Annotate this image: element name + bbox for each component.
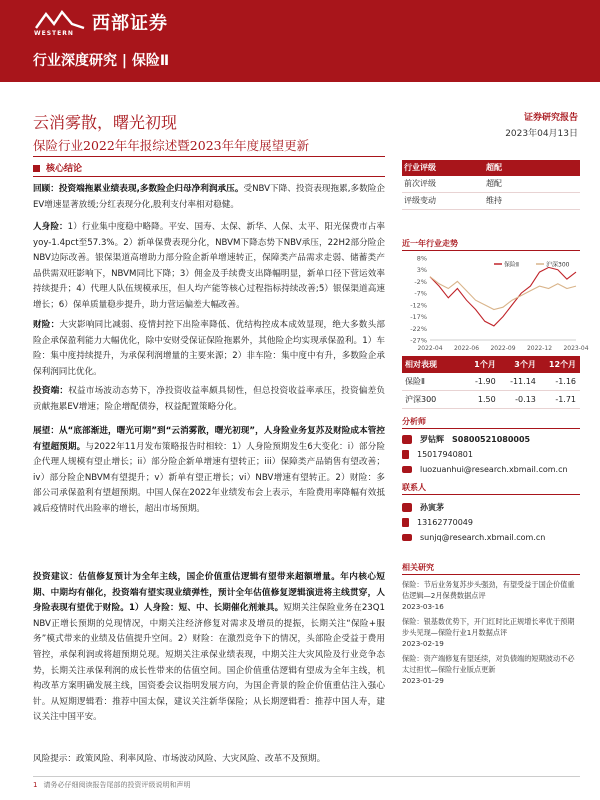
page-number: 1 [33,781,38,789]
divider [402,494,580,495]
perf-row [402,373,580,391]
report-title: 云消雾散，曙光初现 [33,113,178,132]
x-tick-label: 2022-06 [453,345,480,352]
phone-icon [402,450,409,459]
paragraph-advice [33,570,385,726]
para-text: 短期关注保险业务在23Q1 NBV正增长预期的兑现情况，中期关注经济修复对需求及增员的提振，长期关注“保险+服务”模式带来的业绩及估值提升空间。2）财险：在激烈竞争下的情况，头部险企受益于费用管控，承保利润或将超预期兑现。短期关注承保业绩表现，中期关注大灾风险及行业竞争态势，长期关注承保利润的成长性带来的估值空间。国企价值重估逻辑有望成为全年主线，机构改革方案明确发展主线，国资委会议指明发展方向，为国企背景的险企价值重估注入强心针。从短期逻辑看：推荐中国太保，建议关注新华保险；从长期逻辑看：推荐中国人寿，建议关注中国平安。 [33,603,385,723]
divider [402,428,580,429]
brand-en: WESTERN [34,30,74,37]
contact-head: 联系人 [402,483,426,492]
perf-header: 相对表现 [405,360,437,369]
contact-phone: 13162770049 [417,518,473,527]
para-lead: 财险： [33,320,60,330]
perf-header-row [402,356,580,373]
paragraph-invest [33,384,385,415]
brand-name: 西部证券 [92,13,168,34]
legend-label: 沪深300 [546,261,570,269]
rating-value: 超配 [486,179,502,188]
paragraph-review [33,182,385,213]
analyst-cert: S0800521080005 [452,435,531,444]
footer-divider [33,776,580,777]
y-tick-label: -7% [414,289,427,298]
x-tick-label: 2022-04 [417,345,443,352]
x-tick-label: 2022-12 [526,345,553,352]
bullet-icon [33,165,40,172]
related-item[interactable] [402,653,580,686]
paragraph-pc [33,318,385,380]
para-text: 风险提示：政策风险、利率风险、市场波动风险、大灾风险、改革不及预期。 [33,754,326,764]
report-date: 2023年04月13日 [505,129,578,139]
rating-row [402,160,580,176]
person-icon [402,435,412,444]
contact-name-line [402,500,580,515]
x-tick-label: 2023-04 [563,345,589,352]
rating-key: 行业评级 [404,163,436,172]
analyst-phone: 15017940801 [417,450,473,459]
perf-header: 12个月 [548,360,577,369]
para-lead: 展望：从“底部渐进，曙光可期”到“云消雾散，曙光初现”，人身险业务复苏及财险成本管控有望超预期。 [33,426,385,452]
divider [33,176,385,177]
paragraph-risk [33,752,385,768]
para-text: 大灾影响同比减弱、疫情封控下出险率降低、优结构控成本成效显现，绝大多数头部险企承保盈利能力大幅优化，除中安财受保证保险拖累外，其他险企均实现承保盈利。1）车险：集中度持续提升，为承保利润增量的主要来源；2）非车险：集中度中有升，多数险企承保利润同比优化。 [33,320,385,377]
series-line [430,277,576,310]
contact-email[interactable]: sunjq@research.xbmail.com.cn [420,533,546,542]
para-lead: 人身险： [33,222,68,232]
perf-cell: 沪深300 [405,395,437,404]
contact-email-line[interactable] [402,530,580,545]
analyst-block [402,432,580,477]
related-item[interactable] [402,579,580,612]
contact-phone-line [402,515,580,530]
paragraph-outlook [33,424,385,518]
core-title-text: 核心结论 [46,164,83,174]
perf-table [402,356,580,409]
related-text[interactable]: 保险：银基数优势下，开门红时比正规增长率优于预期步头见现—保险行业1月数据点评 [402,617,575,637]
rating-value: 超配 [486,163,502,172]
related-item[interactable] [402,616,580,649]
contact-name: 孙寅茅 [420,503,444,512]
divider [402,574,580,575]
analyst-phone-line [402,447,580,462]
trend-chart [402,252,589,354]
perf-cell: 1.50 [477,395,496,404]
para-lead: 回顾：投资端拖累业绩表现,多数险企归母净利润承压。 [33,184,244,194]
divider [33,156,385,157]
phone-icon [402,518,409,527]
para-text: 与2022年11月发布策略报告时相较：1）人身险预期发生6大变化：i）部分险企代理人规模有望止增长；ii）部分险企新单增速有望转正；iii）保障类产品销售有望改善；iv）部分险企NBVM有望提升；v）新单有望正增长；vi）NBV增速有望转正。2）财险：多部公司承保盈利有望超预期。中国人保在2022年业绩发布会上表示，车险费用率降幅有效抵减后疫情时代出险率的增长，超出市场预期。 [33,441,385,514]
perf-row [402,391,580,409]
report-type: 证券研究报告 [523,113,578,123]
y-tick-label: -27% [410,336,427,345]
paragraph-life [33,220,385,314]
perf-cell: -1.90 [475,377,496,386]
related-text[interactable]: 保险：节后业务复苏步头强劲，有望受益于国企价值重估逻辑—2月保费数据点评 [402,580,575,600]
rating-key: 评级变动 [404,196,436,205]
related-text[interactable]: 保险：资产端修复有望延续，对负债端的短期波动不必太过担忧—保险行业版点更新 [402,654,575,674]
related-date: 2023-01-29 [402,676,444,685]
para-text: 1）行业集中度稳中略降。平安、国寿、太保、新华、人保、太平、阳光保费市占率yoy-1.4pct至57.3%。2）新单保费表现分化，NBVM下降态势下NBV承压，22H2部分险企NBV边际改善。银保渠道高增助力部分险企新单增速转正，保障类产品需求走弱、储蓄类产品供需双旺影响下，NBVM同比下降；3）佣金及手续费支出降幅明显，新单口径下营运效率持续提升；4）代理人队伍规模承压，但人均产能等核心过程指标持续改善;5）银保渠道高速增长；6）保单质量稳步提升，助力营运偏差大幅改善。 [33,222,385,310]
rating-row [402,176,580,193]
rating-table [402,160,580,210]
y-tick-label: -2% [414,277,427,286]
related-head: 相关研究 [402,563,434,572]
series-line [430,267,576,326]
perf-cell: -1.71 [555,395,577,404]
rating-row [402,193,580,210]
perf-cell: -11.14 [510,377,536,386]
y-tick-label: 3% [416,266,427,275]
analyst-name: 罗钻辉 [420,435,444,444]
person-icon [402,503,412,512]
perf-cell: -1.16 [555,377,577,386]
report-subtitle: 保险行业2022年年报综述暨2023年年度展望更新 [33,138,310,153]
analyst-head: 分析师 [402,417,426,426]
para-lead: 投资建议：估值修复预计为全年主线，国企价值重估逻辑有望带来超额增量。年内核心短期、中期均有催化，投资端有望实现业绩弹性，预计全年估值修复逻辑演进将主线贯穿，人身险表现有望优于财险。1）人身险：短、中、长期催化剂兼具。 [33,572,385,614]
rating-key: 前次评级 [404,179,436,188]
divider [402,250,580,251]
legend-label: 保险Ⅱ [504,261,519,269]
y-tick-label: 8% [416,254,427,263]
y-tick-label: -22% [410,324,427,333]
related-date: 2023-03-16 [402,602,444,611]
perf-header: 3个月 [514,360,536,369]
contact-block [402,500,580,545]
core-conclusion-title [33,161,82,174]
mail-icon [402,466,412,473]
trend-title: 近一年行业走势 [402,239,458,248]
x-tick-label: 2022-09 [490,345,516,352]
para-text: 受NBV下降、投资表现拖累,多数险企EV增速显著放缓;分红表现分化,股利支付率相对稳健。 [33,184,385,210]
related-date: 2023-02-19 [402,639,444,648]
mail-icon [402,534,412,541]
brand-logo [32,6,182,38]
footer-text: 请务必仔细阅读报告尾部的投资评级说明和声明 [43,781,191,789]
para-lead: 投资端： [33,386,69,396]
header-banner [0,0,600,82]
related-list [402,579,580,686]
perf-cell: 保险Ⅱ [405,377,425,386]
header-subtitle: 行业深度研究 | 保险Ⅱ [33,53,170,69]
footer [33,780,190,790]
analyst-email-line[interactable] [402,462,580,477]
perf-header: 1个月 [474,360,496,369]
analyst-email[interactable]: luozuanhui@research.xbmail.com.cn [420,465,568,474]
para-text: 权益市场波动态势下，净投资收益率颇具韧性，但总投资收益率承压，投资偏差负贡献拖累EV增速；险企增配债券，权益配置策略分化。 [33,386,385,412]
y-tick-label: -17% [410,313,427,322]
y-tick-label: -12% [410,301,427,310]
rating-value: 维持 [486,196,502,205]
analyst-name-line [402,432,580,447]
perf-cell: -0.13 [515,395,536,404]
